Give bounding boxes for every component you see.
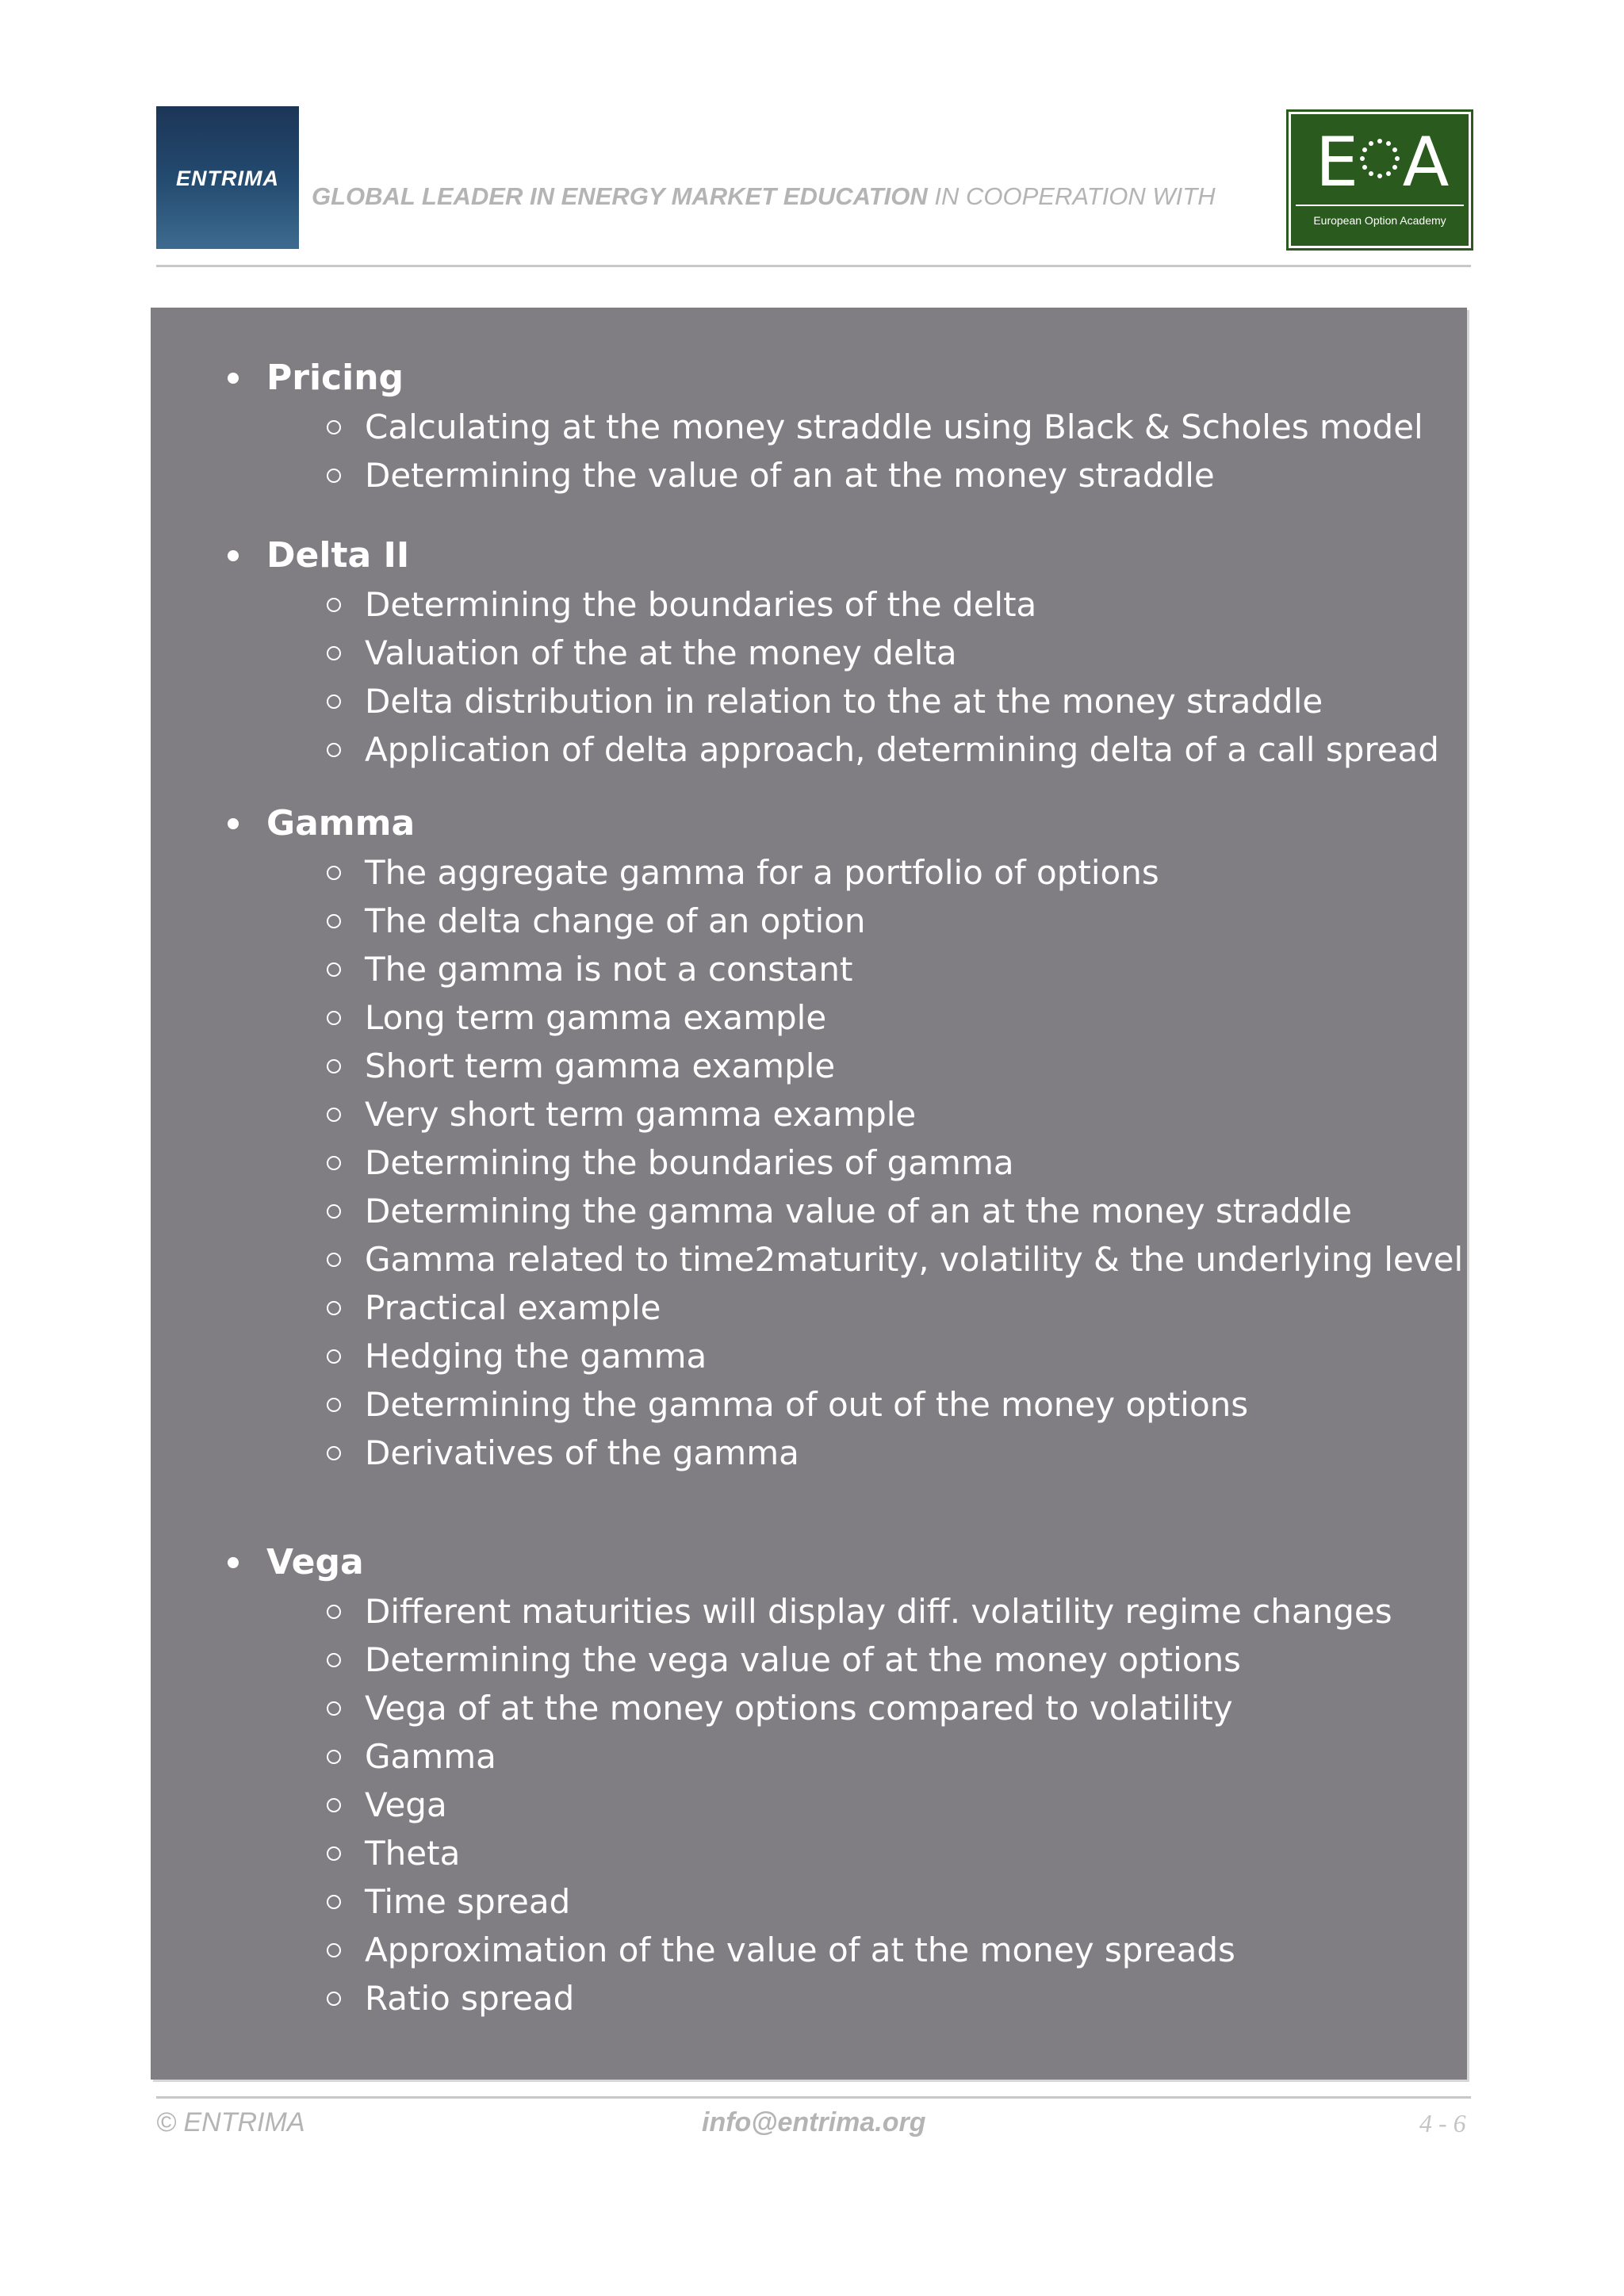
circle-bullet-icon <box>327 866 341 880</box>
entrima-logo <box>156 106 299 249</box>
circle-bullet-icon <box>327 1846 341 1861</box>
list-item-text: Practical example <box>365 1288 661 1327</box>
list-item <box>151 725 1467 774</box>
list-item <box>151 1332 1467 1380</box>
svg-text:E: E <box>1315 125 1359 197</box>
list-item-text: Very short term gamma example <box>365 1095 917 1134</box>
list-item <box>151 1732 1467 1781</box>
list-item <box>151 1138 1467 1187</box>
list-item-text: Calculating at the money straddle using Black & Scholes model <box>365 408 1423 446</box>
list-item-text: Determining the vega value of at the money options <box>365 1640 1241 1679</box>
circle-bullet-icon <box>327 420 341 434</box>
list-item-text: Gamma related to time2maturity, volatility & the underlying level <box>365 1240 1464 1279</box>
section-header <box>151 531 1467 580</box>
header-tagline <box>312 182 1216 211</box>
list-item-text: The delta change of an option <box>365 901 866 940</box>
bullet-icon <box>228 1557 239 1568</box>
circle-bullet-icon <box>327 1798 341 1812</box>
list-item <box>151 677 1467 725</box>
bullet-icon <box>228 818 239 829</box>
circle-bullet-icon <box>327 1204 341 1219</box>
entrima-logo-text: ENTRIMA <box>176 166 279 190</box>
circle-bullet-icon <box>327 1653 341 1667</box>
footer-page-number: 4 - 6 <box>1419 2109 1466 2137</box>
list-item-text: Long term gamma example <box>365 998 827 1037</box>
circle-bullet-icon <box>327 695 341 709</box>
list-item <box>151 1235 1467 1284</box>
list-item-text: Approximation of the value of at the money spreads <box>365 1931 1235 1969</box>
list-item-text: Time spread <box>365 1882 571 1921</box>
list-item-text: The aggregate gamma for a portfolio of options <box>365 853 1159 892</box>
list-item-text: Determining the value of an at the money straddle <box>365 456 1215 495</box>
list-item <box>151 1187 1467 1235</box>
circle-bullet-icon <box>327 1701 341 1716</box>
list-item <box>151 945 1467 993</box>
list-item <box>151 1974 1467 2022</box>
circle-bullet-icon <box>327 1349 341 1364</box>
section-title: Delta II <box>266 535 410 576</box>
list-item-text: Ratio spread <box>365 1979 575 2018</box>
list-item <box>151 451 1467 499</box>
section-delta-ii <box>151 531 1467 774</box>
bullet-icon <box>228 550 239 561</box>
svg-text:A: A <box>1402 125 1450 197</box>
list-item-text: Hedging the gamma <box>365 1337 707 1376</box>
list-item-text: Vega <box>365 1785 447 1824</box>
list-item <box>151 993 1467 1042</box>
list-item-text: Derivatives of the gamma <box>365 1433 799 1472</box>
circle-bullet-icon <box>327 1253 341 1267</box>
list-item <box>151 1587 1467 1636</box>
list-item <box>151 1429 1467 1477</box>
list-item <box>151 1090 1467 1138</box>
section-header <box>151 354 1467 403</box>
circle-bullet-icon <box>327 1895 341 1909</box>
footer-copyright: © ENTRIMA <box>156 2107 305 2137</box>
list-item <box>151 1636 1467 1684</box>
eoa-logo <box>1289 112 1471 248</box>
list-item-text: Determining the gamma value of an at the money straddle <box>365 1192 1353 1230</box>
eoa-caption: European Option Academy <box>1296 205 1464 236</box>
circle-bullet-icon <box>327 598 341 612</box>
list-item <box>151 1829 1467 1877</box>
course-topics-panel <box>151 308 1467 2080</box>
footer-email-link[interactable]: info@entrima.org <box>702 2107 926 2137</box>
section-gamma <box>151 799 1467 1477</box>
list-item-text: Short term gamma example <box>365 1047 836 1085</box>
circle-bullet-icon <box>327 469 341 483</box>
list-item <box>151 629 1467 677</box>
list-item <box>151 403 1467 451</box>
circle-bullet-icon <box>327 1605 341 1619</box>
list-item <box>151 897 1467 945</box>
section-title: Gamma <box>266 803 416 844</box>
eu-stars-icon <box>1360 139 1400 178</box>
list-item-text: Vega of at the money options compared to volatility <box>365 1689 1233 1728</box>
list-item-text: The gamma is not a constant <box>365 950 853 989</box>
header-divider <box>156 265 1471 267</box>
list-item-text: Gamma <box>365 1737 496 1776</box>
list-item <box>151 848 1467 897</box>
tagline-rest: IN COOPERATION WITH <box>927 182 1216 210</box>
circle-bullet-icon <box>327 1108 341 1122</box>
bullet-icon <box>228 373 239 384</box>
list-item <box>151 1877 1467 1926</box>
circle-bullet-icon <box>327 1992 341 2006</box>
section-title: Pricing <box>266 358 404 398</box>
section-vega <box>151 1538 1467 2022</box>
circle-bullet-icon <box>327 1398 341 1412</box>
tagline-bold: GLOBAL LEADER IN ENERGY MARKET EDUCATION <box>312 182 928 210</box>
circle-bullet-icon <box>327 1301 341 1315</box>
list-item-text: Delta distribution in relation to the at the money straddle <box>365 682 1323 721</box>
section-header <box>151 799 1467 848</box>
list-item <box>151 1042 1467 1090</box>
list-item <box>151 1781 1467 1829</box>
circle-bullet-icon <box>327 646 341 660</box>
list-item <box>151 1684 1467 1732</box>
circle-bullet-icon <box>327 1156 341 1170</box>
list-item-text: Different maturities will display diff. volatility regime changes <box>365 1592 1392 1631</box>
list-item-text: Determining the gamma of out of the money options <box>365 1385 1249 1424</box>
section-title: Vega <box>266 1542 364 1582</box>
section-pricing <box>151 354 1467 499</box>
circle-bullet-icon <box>327 1011 341 1025</box>
list-item <box>151 580 1467 629</box>
list-item <box>151 1284 1467 1332</box>
circle-bullet-icon <box>327 743 341 757</box>
circle-bullet-icon <box>327 1059 341 1073</box>
circle-bullet-icon <box>327 1943 341 1957</box>
page-header <box>0 0 1624 270</box>
list-item-text: Application of delta approach, determining delta of a call spread <box>365 730 1439 769</box>
circle-bullet-icon <box>327 1446 341 1460</box>
eoa-letters-graphic <box>1291 125 1469 197</box>
section-header <box>151 1538 1467 1587</box>
list-item <box>151 1380 1467 1429</box>
footer-divider <box>156 2096 1471 2099</box>
circle-bullet-icon <box>327 962 341 977</box>
list-item <box>151 1926 1467 1974</box>
circle-bullet-icon <box>327 1750 341 1764</box>
list-item-text: Determining the boundaries of the delta <box>365 585 1037 624</box>
list-item-text: Determining the boundaries of gamma <box>365 1143 1014 1182</box>
circle-bullet-icon <box>327 914 341 928</box>
list-item-text: Valuation of the at the money delta <box>365 633 957 672</box>
list-item-text: Theta <box>365 1834 461 1873</box>
